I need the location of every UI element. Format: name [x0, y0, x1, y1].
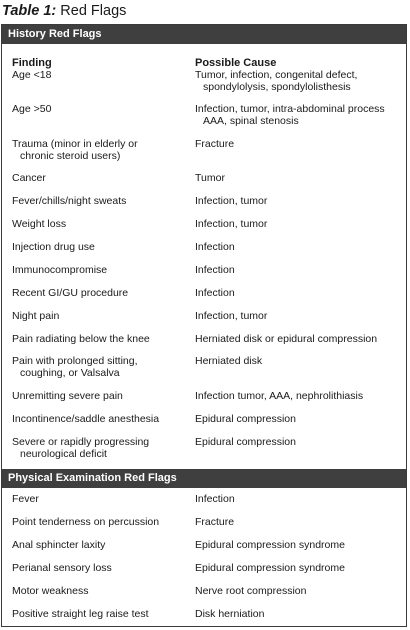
table-title — [2, 2, 126, 20]
table-row-finding: Severe or rapidly progressing neurological deficit — [12, 436, 150, 460]
table-row-finding: Night pain — [12, 310, 60, 322]
table-row-cause: Infection — [195, 493, 235, 505]
table-row-cause: Epidural compression syndrome — [195, 562, 345, 574]
table-row-finding: Pain with prolonged sitting, coughing, or Valsalva — [12, 355, 138, 379]
section-heading-history: History Red Flags — [2, 25, 406, 44]
table-row-cause: Nerve root compression — [195, 585, 307, 597]
table-row-finding: Anal sphincter laxity — [12, 539, 106, 551]
table-row-finding: Age <18 — [12, 69, 52, 81]
table-row-cause: Infection, tumor, intra-abdominal process AAA, spinal stenosis — [195, 103, 385, 127]
table-row-cause: Herniated disk — [195, 355, 263, 367]
column-header-cause: Possible Cause — [195, 57, 277, 69]
table-row-finding: Motor weakness — [12, 585, 89, 597]
red-flags-table — [1, 24, 407, 627]
table-row-cause: Fracture — [195, 516, 235, 528]
table-row-finding: Injection drug use — [12, 241, 95, 253]
table-row-finding: Incontinence/saddle anesthesia — [12, 413, 160, 425]
table-title-text: Red Flags — [56, 3, 127, 19]
table-row-finding: Perianal sensory loss — [12, 562, 112, 574]
table-number: Table 1: — [2, 3, 57, 19]
table-row-cause: Tumor, infection, congenital defect, spondylolysis, spondylolisthesis — [195, 69, 358, 93]
table-row-cause: Infection — [195, 287, 235, 299]
table-row-finding: Positive straight leg raise test — [12, 608, 149, 620]
table-row-finding: Cancer — [12, 172, 46, 184]
table-row-finding: Immunocompromise — [12, 264, 108, 276]
table-row-cause: Infection — [195, 264, 235, 276]
table-row-cause: Epidural compression syndrome — [195, 539, 345, 551]
table-row-cause: Epidural compression — [195, 413, 296, 425]
table-row-finding: Recent GI/GU procedure — [12, 287, 129, 299]
table-row-finding: Point tenderness on percussion — [12, 516, 160, 528]
table-row-finding: Trauma (minor in elderly or chronic steroid users) — [12, 138, 138, 162]
table-row-cause: Fracture — [195, 138, 235, 150]
table-row-cause: Infection tumor, AAA, nephrolithiasis — [195, 390, 364, 402]
table-row-cause: Infection, tumor — [195, 218, 268, 230]
table-row-finding: Pain radiating below the knee — [12, 333, 150, 345]
table-row-finding: Unremitting severe pain — [12, 390, 123, 402]
table-row-finding: Weight loss — [12, 218, 67, 230]
table-row-cause: Herniated disk or epidural compression — [195, 333, 378, 345]
table-row-cause: Epidural compression — [195, 436, 296, 448]
table-row-finding: Fever — [12, 493, 39, 505]
section-heading-physical-exam: Physical Examination Red Flags — [2, 469, 406, 488]
table-row-finding: Age >50 — [12, 103, 52, 115]
table-row-cause: Disk herniation — [195, 608, 265, 620]
table-row-cause: Infection, tumor — [195, 195, 268, 207]
table-row-finding: Fever/chills/night sweats — [12, 195, 127, 207]
table-row-cause: Infection, tumor — [195, 310, 268, 322]
table-row-cause: Tumor — [195, 172, 225, 184]
table-row-cause: Infection — [195, 241, 235, 253]
column-header-finding: Finding — [12, 57, 52, 69]
